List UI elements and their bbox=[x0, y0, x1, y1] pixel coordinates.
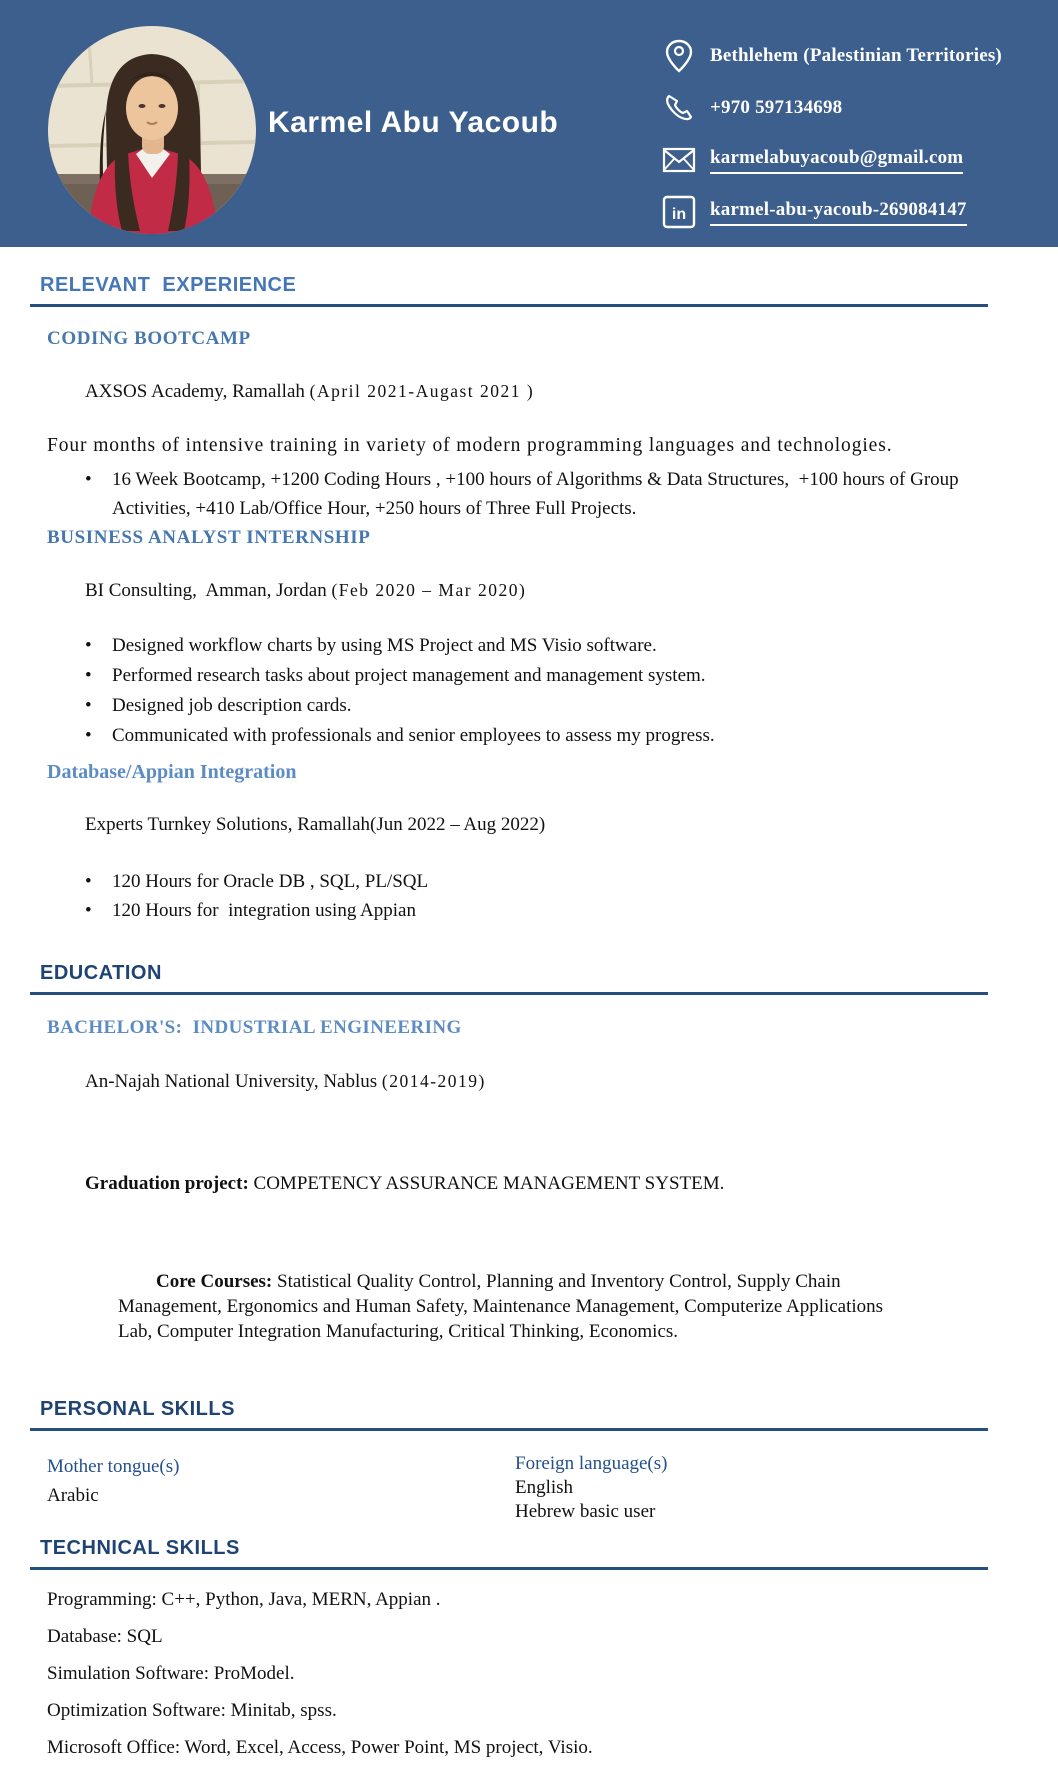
school-name: An-Najah National University, Nablus bbox=[85, 1071, 382, 1092]
experience-content bbox=[30, 327, 1022, 925]
graduation-project-label: Graduation project: bbox=[85, 1173, 249, 1194]
location-text: Bethlehem (Palestinian Territories) bbox=[710, 45, 1002, 66]
section-title-technical-skills: TECHNICAL SKILLS bbox=[30, 1536, 988, 1570]
profile-photo bbox=[48, 26, 256, 234]
org-dates: (Jun 2022 – Aug 2022) bbox=[370, 814, 546, 835]
phone-icon bbox=[662, 91, 696, 125]
org-line-appian bbox=[47, 789, 1022, 861]
mother-tongue-value: Arabic bbox=[47, 1485, 99, 1506]
technical-skills-list bbox=[47, 1590, 1022, 1758]
contact-location bbox=[662, 38, 1052, 74]
contact-email bbox=[662, 142, 1052, 178]
education-content bbox=[30, 1016, 1022, 1369]
envelope-icon bbox=[662, 143, 696, 177]
header-banner bbox=[0, 0, 1058, 247]
technical-skill-line: Simulation Software: ProModel. bbox=[47, 1663, 295, 1684]
job-title-appian-integration: Database/Appian Integration bbox=[47, 761, 297, 783]
core-courses-text: Statistical Quality Control, Planning and Inventory Control, Supply Chain Management, Ergonomics and Human Safety, Maintenance Management, Computerize Applications Lab, Computer Integration Manufacturing, Critical Thinking, Economics. bbox=[118, 1271, 888, 1342]
bullet-item: • Designed workflow charts by using MS Project and MS Visio software. bbox=[85, 631, 1022, 661]
profile-photo-illustration bbox=[48, 26, 256, 234]
appian-bullets bbox=[47, 867, 1022, 925]
bullet-marker: • bbox=[85, 900, 92, 921]
org-name: BI Consulting, Amman, Jordan bbox=[85, 580, 332, 601]
location-pin-icon bbox=[662, 39, 696, 73]
section-title-education: EDUCATION bbox=[30, 961, 988, 995]
technical-skill-line: Programming: C++, Python, Java, MERN, Appian . bbox=[47, 1589, 441, 1610]
bullet-item: • Performed research tasks about project management and management system. bbox=[85, 661, 1022, 691]
candidate-name: Karmel Abu Yacoub bbox=[268, 106, 559, 139]
org-line-coding-bootcamp bbox=[47, 355, 1022, 428]
school-line bbox=[47, 1045, 1022, 1118]
mother-tongue-label: Mother tongue(s) bbox=[47, 1456, 180, 1477]
technical-skill-line: Database: SQL bbox=[47, 1626, 163, 1647]
foreign-language-values bbox=[515, 1476, 995, 1524]
bullet-marker: • bbox=[85, 695, 92, 716]
bullet-item: • 120 Hours for Oracle DB , SQL, PL/SQL bbox=[85, 867, 1022, 896]
degree-title: BACHELOR'S: INDUSTRIAL ENGINEERING bbox=[47, 1017, 462, 1038]
foreign-language-value: Hebrew basic user bbox=[515, 1501, 656, 1522]
foreign-language-label: Foreign language(s) bbox=[515, 1453, 668, 1474]
mother-tongue-column bbox=[47, 1455, 515, 1524]
org-name: Experts Turnkey Solutions, Ramallah bbox=[85, 814, 370, 835]
bullet-item: • Designed job description cards. bbox=[85, 691, 1022, 721]
foreign-language-value: English bbox=[515, 1477, 574, 1498]
foreign-language-column bbox=[515, 1455, 995, 1524]
section-title-relevant-experience: RELEVANT EXPERIENCE bbox=[30, 273, 988, 307]
contact-linkedin bbox=[662, 194, 1052, 230]
bullet-item: • 16 Week Bootcamp, +1200 Coding Hours , +100 hours of Algorithms & Data Structures, +100 hours of Group Activities, +410 Lab/Office Hour, +250 hours of Three Full Projects. bbox=[85, 465, 1022, 523]
technical-skill-line: Optimization Software: Minitab, spss. bbox=[47, 1700, 337, 1721]
job-title-ba-internship: BUSINESS ANALYST INTERNSHIP bbox=[47, 527, 371, 548]
personal-skills-content bbox=[30, 1455, 1022, 1524]
school-dates: (2014-2019) bbox=[381, 1071, 486, 1091]
section-title-personal-skills: PERSONAL SKILLS bbox=[30, 1397, 988, 1431]
phone-text: +970 597134698 bbox=[710, 97, 843, 118]
org-name: AXSOS Academy, Ramallah bbox=[85, 381, 310, 402]
bullet-marker: • bbox=[85, 469, 92, 490]
contact-block bbox=[662, 38, 1052, 246]
org-dates: (Feb 2020 – Mar 2020) bbox=[331, 580, 527, 600]
core-courses-line bbox=[47, 1244, 918, 1369]
email-link[interactable]: karmelabuyacoub@gmail.com bbox=[710, 147, 963, 174]
contact-phone bbox=[662, 90, 1052, 126]
bullet-item: • 120 Hours for integration using Appian bbox=[85, 896, 1022, 925]
resume-body bbox=[30, 247, 1028, 1775]
org-dates: (April 2021-Augast 2021 ) bbox=[309, 381, 535, 401]
org-line-ba-internship bbox=[47, 554, 1022, 627]
linkedin-link[interactable]: karmel-abu-yacoub-269084147 bbox=[710, 199, 967, 226]
graduation-project-line bbox=[47, 1148, 1022, 1220]
graduation-project-text: COMPETENCY ASSURANCE MANAGEMENT SYSTEM. bbox=[248, 1173, 725, 1194]
ba-internship-bullets bbox=[47, 631, 1022, 751]
linkedin-icon bbox=[662, 195, 696, 229]
job-title-coding-bootcamp: CODING BOOTCAMP bbox=[47, 328, 251, 349]
svg-text:in: in bbox=[671, 206, 687, 223]
coding-bootcamp-bullets bbox=[47, 465, 1022, 523]
bullet-marker: • bbox=[85, 725, 92, 746]
technical-skill-line: Microsoft Office: Word, Excel, Access, Power Point, MS project, Visio. bbox=[47, 1737, 593, 1758]
bullet-item: • Communicated with professionals and senior employees to assess my progress. bbox=[85, 721, 1022, 751]
technical-skills-content bbox=[30, 1590, 1022, 1758]
bullet-marker: • bbox=[85, 635, 92, 656]
bullet-marker: • bbox=[85, 665, 92, 686]
bullet-marker: • bbox=[85, 871, 92, 892]
coding-bootcamp-summary: Four months of intensive training in variety of modern programming languages and technologies. bbox=[47, 435, 893, 456]
core-courses-label: Core Courses: bbox=[156, 1271, 273, 1292]
